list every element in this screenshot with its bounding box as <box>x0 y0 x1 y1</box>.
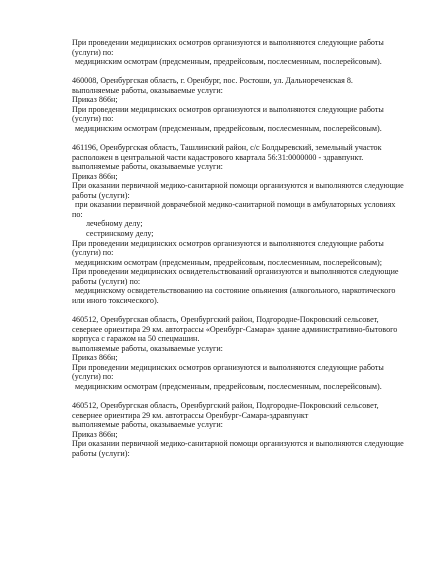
service-line: медицинским осмотрам (предсменным, предрейсовым, послесменным, послерейсовым); <box>75 257 382 267</box>
address-line: корпуса с гаражом на 50 спецмашин. <box>72 334 200 344</box>
list-item: лечебному делу; <box>86 219 143 229</box>
address-block-460512-zdravpunkt <box>72 400 404 458</box>
list-item: сестринскому делу; <box>86 229 154 239</box>
paragraph-gap <box>72 305 400 315</box>
order-reference: Приказ 866н; <box>72 171 118 181</box>
service-line: при оказании первичной доврачебной медико-санитарной помощи в амбулаторных условиях <box>75 200 396 210</box>
paragraph-gap <box>72 391 400 401</box>
intro-service-line: медицинским осмотрам (предсменным, предрейсовым, послесменным, послерейсовым). <box>75 57 382 67</box>
address-block-460512-garage <box>72 315 400 391</box>
address-line: 460512, Оренбургская область, Оренбургский район, Подгородне-Покровский сельсовет, <box>72 315 379 324</box>
text-line: работы (услуги) по: <box>72 276 141 286</box>
service-line: медицинским осмотрам (предсменным, предрейсовым, послесменным, послерейсовым). <box>75 381 382 391</box>
text-line: (услуги) по: <box>72 114 114 124</box>
address-block-461196 <box>72 143 404 305</box>
address-line: севернее ориентира 29 км. автотрассы «Оренбург-Самара» здание административно-бытового <box>72 324 398 334</box>
order-reference: Приказ 866н; <box>72 429 118 439</box>
service-line: медицинскому освидетельствованию на состояние опьянения (алкогольного, наркотического <box>75 286 396 296</box>
intro-section <box>72 38 400 67</box>
address-line: 460512, Оренбургская область, Оренбургский район, Подгородне-Покровский сельсовет, <box>72 400 379 410</box>
text-line: (услуги) по: <box>72 248 114 258</box>
text-line: При оказании первичной медико-санитарной помощи организуются и выполняются следующие <box>72 181 404 191</box>
text-line: При проведении медицинских осмотров организуются и выполняются следующие работы <box>72 362 384 372</box>
service-line: медицинским осмотрам (предсменным, предрейсовым, послесменным, послерейсовым). <box>75 123 382 133</box>
address-line: 460008, Оренбургская область, г. Оренбург, пос. Ростоши, ул. Дальнореченская 8. <box>72 76 353 86</box>
text-line: или иного токсического). <box>72 295 159 305</box>
text-line: работы (услуги): <box>72 190 130 200</box>
text-line: При проведении медицинских освидетельствований организуются и выполняются следующие <box>72 267 399 277</box>
services-title: выполняемые работы, оказываемые услуги: <box>72 420 223 430</box>
paragraph-gap <box>72 67 400 77</box>
text-line: по: <box>72 209 83 219</box>
services-title: выполняемые работы, оказываемые услуги: <box>72 162 223 172</box>
paragraph-gap <box>72 134 400 144</box>
order-reference: Приказ 866н; <box>72 95 118 105</box>
text-line: (услуги) по: <box>72 372 114 382</box>
services-title: выполняемые работы, оказываемые услуги: <box>72 343 223 353</box>
address-line: 461196, Оренбургская область, Ташлинский район, с/с Болдыревский, земельный участок <box>72 143 382 153</box>
address-line: расположен в центральной части кадастрового квартала 56:31:0000000 - здравпункт. <box>72 152 364 162</box>
intro-line: (услуги) по: <box>72 47 114 57</box>
intro-line: При проведении медицинских осмотров организуются и выполняются следующие работы <box>72 38 384 47</box>
text-line: При проведении медицинских осмотров организуются и выполняются следующие работы <box>72 104 384 114</box>
text-line: При проведении медицинских осмотров организуются и выполняются следующие работы <box>72 238 384 248</box>
services-title: выполняемые работы, оказываемые услуги: <box>72 85 223 95</box>
text-line: работы (услуги): <box>72 448 130 458</box>
order-reference: Приказ 866н; <box>72 353 118 363</box>
address-line: севернее ориентира 29 км. автотрассы Оренбург-Самара-здравпункт <box>72 410 309 420</box>
address-block-460008 <box>72 76 400 133</box>
text-line: При оказании первичной медико-санитарной помощи организуются и выполняются следующие <box>72 439 404 449</box>
